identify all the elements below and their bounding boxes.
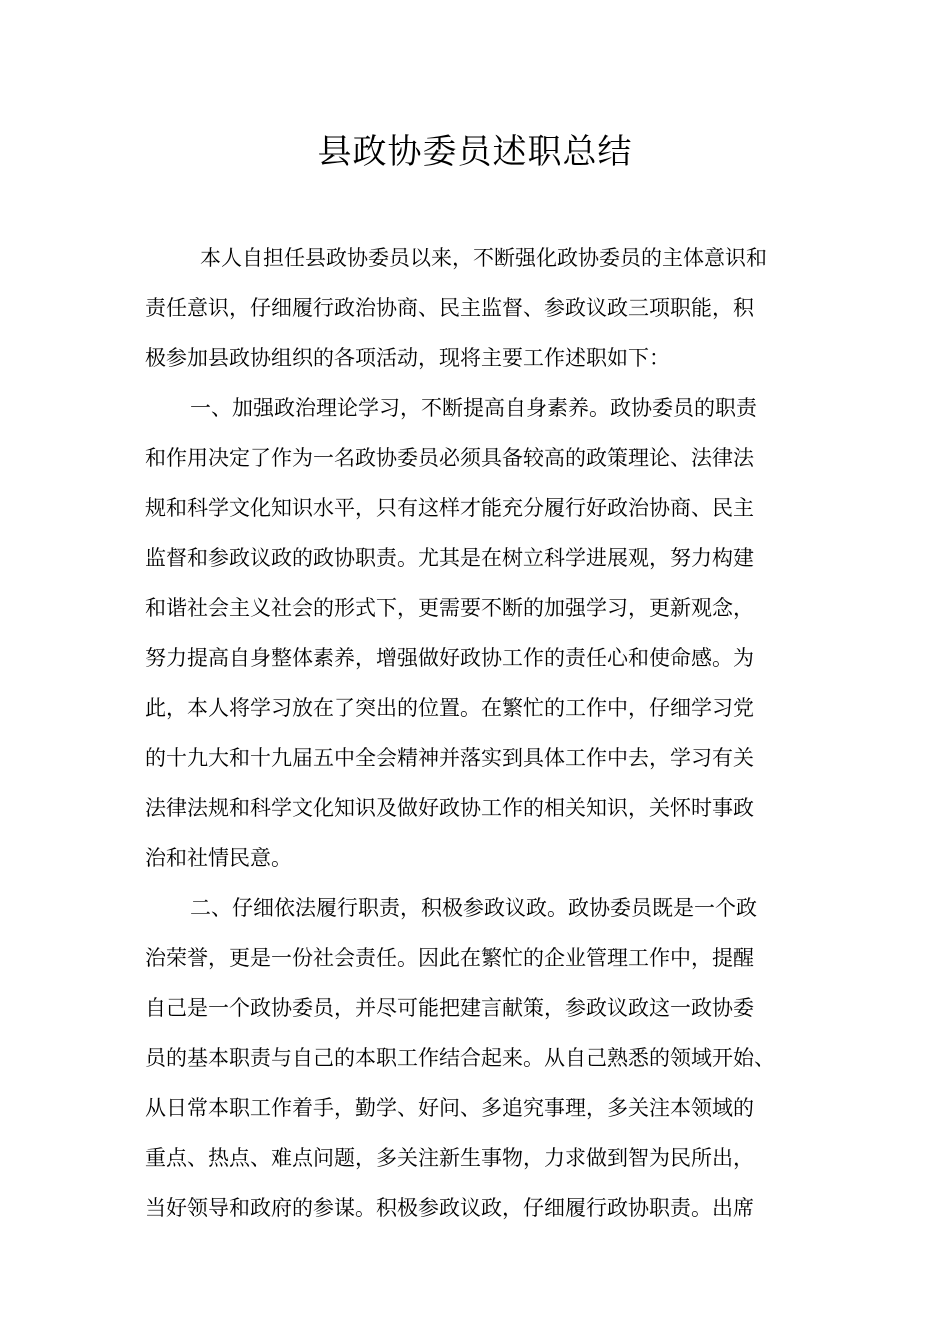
document-title: 县政协委员述职总结: [317, 132, 633, 172]
paragraph-line: 重点、热点、难点问题，多关注新生事物，力求做到智为民所出，: [145, 1146, 754, 1170]
paragraph-line: 极参加县政协组织的各项活动，现将主要工作述职如下：: [145, 346, 670, 370]
paragraph-line: 责任意识，仔细履行政治协商、民主监督、参政议政三项职能，积: [145, 296, 754, 320]
paragraph-line: 和谐社会主义社会的形式下，更需要不断的加强学习，更新观念，: [145, 596, 754, 620]
paragraph-line: 努力提高自身整体素养，增强做好政协工作的责任心和使命感。为: [145, 646, 754, 670]
paragraph-line: 的十九大和十九届五中全会精神并落实到具体工作中去，学习有关: [145, 746, 754, 770]
paragraph-line: 二、仔细依法履行职责，积极参政议政。政协委员既是一个政: [190, 896, 757, 920]
paragraph-line: 法律法规和科学文化知识及做好政协工作的相关知识，关怀时事政: [145, 796, 754, 820]
paragraph-line: 从日常本职工作着手，勤学、好问、多追究事理，多关注本领域的: [145, 1096, 754, 1120]
paragraph-line: 员的基本职责与自己的本职工作结合起来。从自己熟悉的领域开始、: [145, 1046, 775, 1070]
paragraph-line: 治和社情民意。: [145, 846, 292, 870]
paragraph-line: 本人自担任县政协委员以来，不断强化政协委员的主体意识和: [200, 246, 767, 270]
paragraph-line: 规和科学文化知识水平，只有这样才能充分履行好政治协商、民主: [145, 496, 754, 520]
document-body: [145, 233, 835, 1233]
paragraph-line: 当好领导和政府的参谋。积极参政议政，仔细履行政协职责。出席: [145, 1196, 754, 1220]
paragraph-line: 和作用决定了作为一名政协委员必须具备较高的政策理论、法律法: [145, 446, 754, 470]
paragraph-line: 自己是一个政协委员，并尽可能把建言献策，参政议政这一政协委: [145, 996, 754, 1020]
paragraph-line: 此，本人将学习放在了突出的位置。在繁忙的工作中，仔细学习党: [145, 696, 754, 720]
paragraph-line: 治荣誉，更是一份社会责任。因此在繁忙的企业管理工作中，提醒: [145, 946, 754, 970]
paragraph-line: 一、加强政治理论学习，不断提高自身素养。政协委员的职责: [190, 396, 757, 420]
paragraph-line: 监督和参政议政的政协职责。尤其是在树立科学进展观，努力构建: [145, 546, 754, 570]
